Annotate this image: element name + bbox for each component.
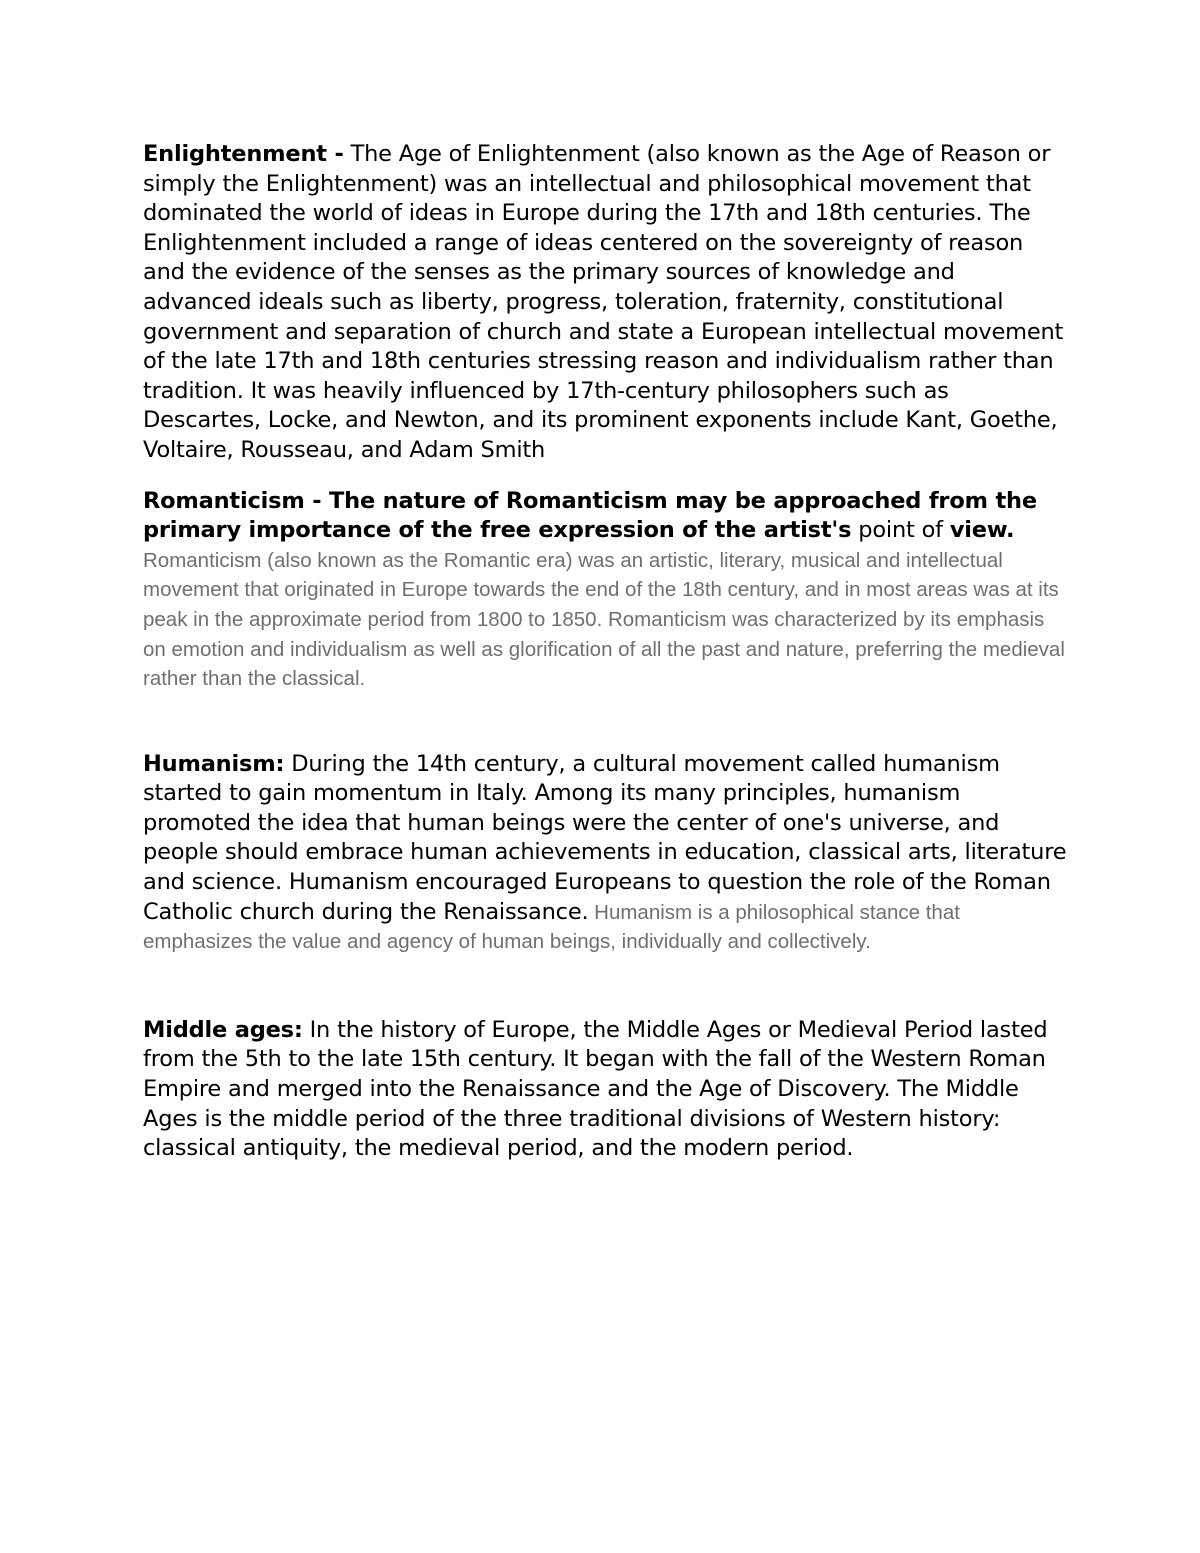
romanticism-inline-text: point of [851, 517, 950, 544]
humanism-definition: During the 14th century, a cultural movement called humanism started to gain momentum in Italy. Among its many principles, humanism promoted the idea that human beings were the center of one's universe, and people should embrace human achievements in education, classical arts, literature and science. Humanism encouraged Europeans to question the role of the Roman Catholic church during the Renaissance. [143, 750, 1067, 925]
romanticism-definition: Romanticism (also known as the Romantic era) was an artistic, literary, musical and intellectual movement that originated in Europe towards the end of the 18th century, and in most areas was at its peak in the approximate period from 1800 to 1850. Romanticism was characterized by its emphasis on emotion and individualism as well as glorification of all the past and nature, preferring the medieval rather than the classical. [143, 548, 1065, 691]
romanticism-paragraph [143, 487, 1068, 694]
romanticism-term: Romanticism - The nature of Romanticism may be approached from the primary importance of the free expression of the artist's [143, 487, 1037, 544]
romanticism-view-word: view. [949, 517, 1015, 544]
enlightenment-paragraph [143, 140, 1068, 466]
middle-ages-definition: In the history of Europe, the Middle Ages or Medieval Period lasted from the 5th to the late 15th century. It began with the fall of the Western Roman Empire and merged into the Renaissance and the Age of Discovery. The Middle Ages is the middle period of the three traditional divisions of Western history: classical antiquity, the medieval period, and the modern period. [143, 1016, 1048, 1162]
middle-ages-term: Middle ages: [143, 1016, 303, 1043]
humanism-paragraph [143, 750, 1068, 957]
document-body [143, 140, 1068, 1164]
middle-ages-paragraph [143, 1016, 1068, 1164]
humanism-term: Humanism: [143, 750, 285, 777]
humanism-quoted-definition: Humanism is a philosophical stance that emphasizes the value and agency of human beings, individually and collectively. [143, 900, 960, 954]
enlightenment-definition: The Age of Enlightenment (also known as the Age of Reason or simply the Enlightenment) was an intellectual and philosophical movement that dominated the world of ideas in Europe during the 17th and 18th centuries. The Enlightenment included a range of ideas centered on the sovereignty of reason and the evidence of the senses as the primary sources of knowledge and advanced ideals such as liberty, progress, toleration, fraternity, constitutional government and separation of church and state a European intellectual movement of the late 17th and 18th centuries stressing reason and individualism rather than tradition. It was heavily influenced by 17th-century philosophers such as Descartes, Locke, and Newton, and its prominent exponents include Kant, Goethe, Voltaire, Rousseau, and Adam Smith [143, 141, 1064, 463]
enlightenment-term: Enlightenment - [143, 141, 344, 167]
